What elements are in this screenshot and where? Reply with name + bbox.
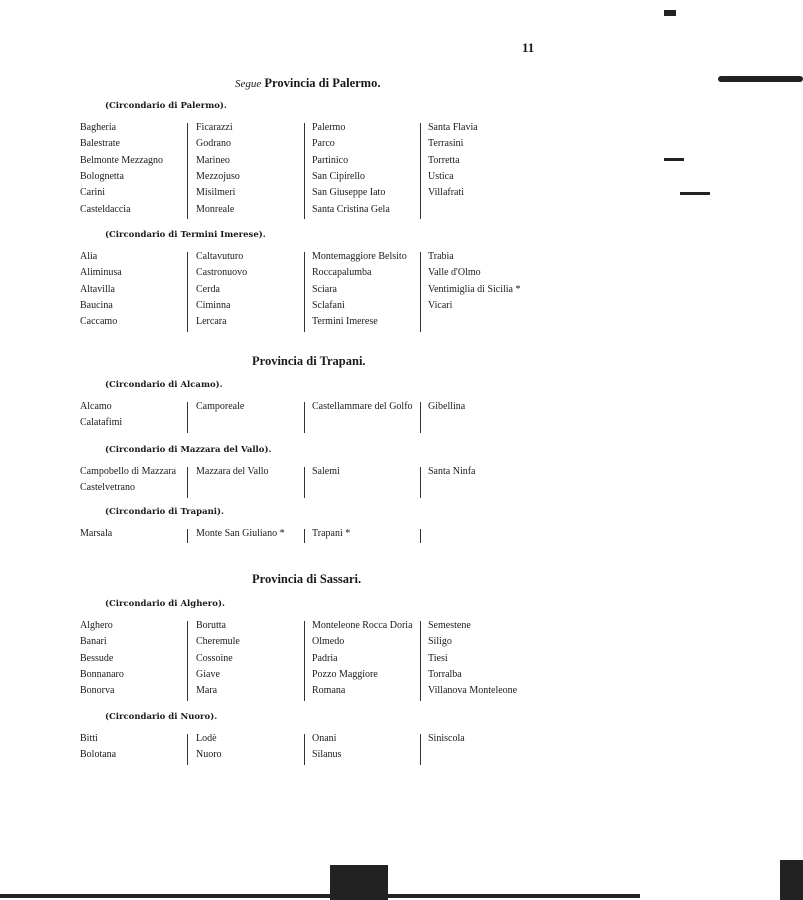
province-title: Provincia di Sassari. xyxy=(252,572,362,586)
municipality-name: Alia xyxy=(80,251,98,262)
municipality-name: Siligo xyxy=(428,636,452,648)
circondario-heading: (Circondario di Palermo). xyxy=(105,101,227,111)
municipality-name: Casteldaccia xyxy=(80,203,131,215)
municipality-name: Valle d'Olmo xyxy=(428,267,481,279)
column-divider xyxy=(304,529,305,543)
municipality-name: Campobello di Mazzara xyxy=(80,466,177,477)
municipality-name: Torretta xyxy=(428,154,460,166)
province-title: Provincia di Palermo. xyxy=(264,76,381,90)
municipality-name: Camporeale xyxy=(196,401,245,412)
municipality-name: Bagheria xyxy=(80,122,117,133)
municipality-name: Vicari xyxy=(428,299,453,311)
municipality-name: Bolotana xyxy=(80,749,117,761)
municipality-name: Balestrate xyxy=(80,138,120,150)
municipality-name: Bonnanaro xyxy=(80,668,124,680)
municipality-name: Semestene xyxy=(428,620,471,631)
municipality-name: Castelvetrano xyxy=(80,482,135,494)
municipality-name: Caccamo xyxy=(80,316,118,328)
municipality-name: Pozzo Maggiore xyxy=(312,668,378,680)
municipality-name: Bitti xyxy=(80,733,98,744)
municipality-name: Tiesi xyxy=(428,652,448,664)
municipality-name: Lercara xyxy=(196,316,227,328)
municipality-name: Silanus xyxy=(312,749,342,761)
scan-artifact xyxy=(664,158,684,161)
municipality-name: Santa Cristina Gela xyxy=(312,203,390,215)
municipality-name: Misilmeri xyxy=(196,187,236,199)
municipality-name: Banari xyxy=(80,636,107,648)
scan-artifact xyxy=(0,894,640,898)
province-heading xyxy=(252,354,366,369)
province-heading xyxy=(252,572,361,587)
municipality-name: Cerda xyxy=(196,283,220,295)
column-divider xyxy=(304,734,305,765)
column-divider xyxy=(420,467,421,498)
heading-prefix: Segue xyxy=(235,78,262,90)
column-divider xyxy=(420,621,421,701)
municipality-name: Cheremule xyxy=(196,636,240,648)
column-divider xyxy=(420,123,421,219)
column-divider xyxy=(420,402,421,433)
column-divider xyxy=(187,621,188,701)
column-divider xyxy=(187,734,188,765)
municipality-name: Santa Ninfa xyxy=(428,466,476,477)
scan-artifact xyxy=(664,10,676,16)
municipality-name: Olmedo xyxy=(312,636,345,648)
municipality-name: Terrasini xyxy=(428,138,464,150)
municipality-name: Parco xyxy=(312,138,335,150)
municipality-name: Cossoine xyxy=(196,652,233,664)
municipality-name: San Giuseppe Iato xyxy=(312,187,386,199)
circondario-heading: (Circondario di Trapani). xyxy=(105,507,224,517)
municipality-name: Ventimiglia di Sicilia * xyxy=(428,283,521,295)
municipality-name: Onani xyxy=(312,733,337,744)
column-divider xyxy=(304,467,305,498)
column-divider xyxy=(187,123,188,219)
column-divider xyxy=(304,402,305,433)
circondario-heading: (Circondario di Termini Imerese). xyxy=(105,230,266,240)
municipality-name: Salemi xyxy=(312,466,340,477)
municipality-name: Bolognetta xyxy=(80,170,124,182)
province-heading xyxy=(235,76,380,91)
municipality-name: Ficarazzi xyxy=(196,122,233,133)
municipality-name: Monreale xyxy=(196,203,235,215)
municipality-name: Roccapalumba xyxy=(312,267,372,279)
municipality-name: Termini Imerese xyxy=(312,316,378,328)
column-divider xyxy=(304,621,305,701)
municipality-name: Calatafimi xyxy=(80,417,123,429)
column-divider xyxy=(420,252,421,332)
municipality-name: Sciara xyxy=(312,283,337,295)
municipality-name: Belmonte Mezzagno xyxy=(80,154,164,166)
municipality-name: Marineo xyxy=(196,154,230,166)
municipality-name: Villanova Monteleone xyxy=(428,685,518,697)
municipality-name: Alcamo xyxy=(80,401,112,412)
municipality-name: Santa Flavia xyxy=(428,122,478,133)
municipality-name: Aliminusa xyxy=(80,267,122,279)
municipality-name: Villafrati xyxy=(428,187,465,199)
page-number: 11 xyxy=(522,40,535,55)
municipality-name: San Cipirello xyxy=(312,170,366,182)
scan-artifact xyxy=(780,860,803,900)
municipality-name: Castronuovo xyxy=(196,267,248,279)
municipality-name: Monte San Giuliano * xyxy=(196,528,285,539)
column-divider xyxy=(420,529,421,543)
municipality-name: Ciminna xyxy=(196,299,231,311)
column-divider xyxy=(304,123,305,219)
scan-artifact xyxy=(680,192,710,195)
municipality-name: Ustica xyxy=(428,170,454,182)
municipality-name: Bessude xyxy=(80,652,114,664)
municipality-name: Caltavuturo xyxy=(196,251,244,262)
municipality-name: Gibellina xyxy=(428,401,466,412)
municipality-name: Alghero xyxy=(80,620,113,631)
municipality-name: Montemaggiore Belsito xyxy=(312,251,407,262)
municipality-name: Marsala xyxy=(80,528,113,539)
column-divider xyxy=(187,402,188,433)
circondario-heading: (Circondario di Nuoro). xyxy=(105,712,218,722)
column-divider xyxy=(187,252,188,332)
municipality-name: Trabia xyxy=(428,251,454,262)
municipality-name: Siniscola xyxy=(428,733,465,744)
municipality-name: Mara xyxy=(196,685,218,697)
municipality-name: Mazzara del Vallo xyxy=(196,466,269,477)
column-divider xyxy=(187,529,188,543)
circondario-heading: (Circondario di Alghero). xyxy=(105,599,225,609)
municipality-name: Palermo xyxy=(312,122,346,133)
column-divider xyxy=(304,252,305,332)
municipality-name: Giave xyxy=(196,668,220,680)
municipality-name: Lodè xyxy=(196,733,217,744)
municipality-name: Trapani * xyxy=(312,528,351,539)
scan-artifact xyxy=(718,76,803,82)
province-title: Provincia di Trapani. xyxy=(252,354,366,368)
municipality-name: Torralba xyxy=(428,668,462,680)
municipality-name: Bonorva xyxy=(80,685,115,697)
municipality-name: Borutta xyxy=(196,620,226,631)
municipality-name: Monteleone Rocca Doria xyxy=(312,620,413,631)
municipality-name: Baucina xyxy=(80,299,113,311)
circondario-heading: (Circondario di Alcamo). xyxy=(105,380,223,390)
municipality-name: Romana xyxy=(312,685,346,697)
municipality-name: Sclafani xyxy=(312,299,345,311)
municipality-name: Nuoro xyxy=(196,749,222,761)
circondario-heading: (Circondario di Mazzara del Vallo). xyxy=(105,445,272,455)
municipality-name: Altavilla xyxy=(80,283,115,295)
column-divider xyxy=(187,467,188,498)
municipality-name: Mezzojuso xyxy=(196,170,240,182)
municipality-name: Castellammare del Golfo xyxy=(312,401,413,412)
municipality-name: Godrano xyxy=(196,138,231,150)
municipality-name: Padria xyxy=(312,652,338,664)
municipality-name: Partinico xyxy=(312,154,349,166)
column-divider xyxy=(420,734,421,765)
municipality-name: Carini xyxy=(80,187,105,199)
